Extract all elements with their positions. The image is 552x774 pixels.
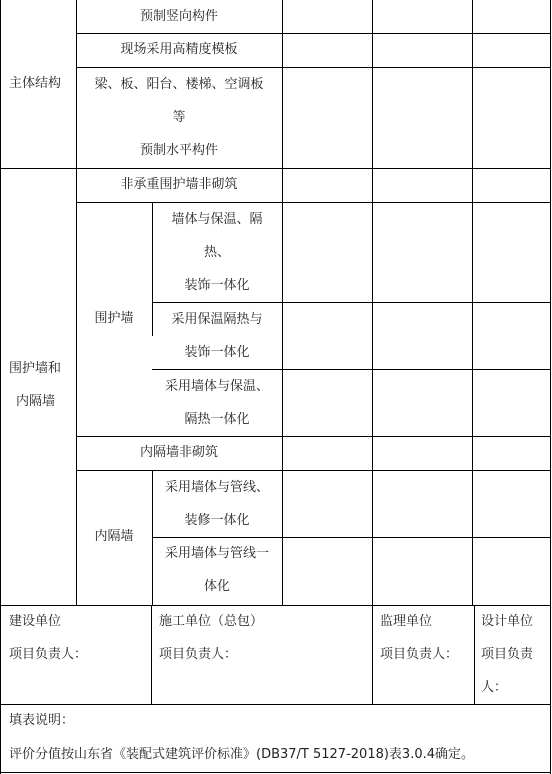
precast-horizontal-cell <box>76 67 282 168</box>
partition-item-2 <box>152 537 282 605</box>
precast-vertical-cell <box>76 0 282 33</box>
precast-horizontal-line3: 预制水平构件 <box>139 143 218 158</box>
enclosure-item-1 <box>152 202 282 302</box>
enclosure-item-1-line3: 装饰一体化 <box>184 278 250 293</box>
enclosure-item-1-line2: 热、 <box>203 245 230 260</box>
partition-item-1-line2: 装修一体化 <box>184 513 250 528</box>
high-precision-formwork-cell <box>76 33 282 67</box>
partition-wall-label-cell <box>76 470 152 605</box>
notes-title: 填表说明： <box>9 713 75 728</box>
enclosure-wall-label-cell <box>76 202 152 436</box>
enclosure-item-2-line2: 装饰一体化 <box>184 345 250 360</box>
supervision-cell <box>372 605 474 704</box>
supervision-title: 监理单位 <box>380 614 433 629</box>
enclosure-wall-label: 围护墙 <box>94 311 134 326</box>
enclosure-item-3-line2: 隔热一体化 <box>184 412 250 427</box>
enclosure-item-2-line1: 采用保温隔热与 <box>171 312 263 327</box>
contractor-cell <box>151 605 372 704</box>
contractor-person: 项目负责人： <box>159 647 238 662</box>
notes-text: 评价分值按山东省《装配式建筑评价标准》(DB37/T 5127-2018)表3.0.4确定。 <box>9 747 475 762</box>
partition-non-masonry-label: 内隔墙非砌筑 <box>139 445 218 460</box>
non-bearing-label: 非承重围护墙非砌筑 <box>120 177 238 192</box>
envelope-category-cell <box>0 168 76 605</box>
envelope-category-line2: 内隔墙 <box>16 394 56 409</box>
main-structure-category: 主体结构 <box>9 76 62 91</box>
grid-line <box>0 772 551 773</box>
main-structure-category-cell <box>0 0 76 168</box>
envelope-category-line1: 围护墙和 <box>9 361 62 376</box>
partition-item-1-line1: 采用墙体与管线、 <box>164 480 269 495</box>
enclosure-item-2 <box>152 302 282 369</box>
enclosure-item-1-line1: 墙体与保温、隔 <box>171 212 263 227</box>
enclosure-item-3-line1: 采用墙体与保温、 <box>164 379 269 394</box>
construction-unit-person: 项目负责人： <box>9 647 88 662</box>
non-bearing-cell <box>76 168 282 202</box>
precast-horizontal-line2: 等 <box>172 110 186 125</box>
construction-unit-cell <box>0 605 151 704</box>
design-cell <box>474 605 550 704</box>
partition-wall-label: 内隔墙 <box>94 529 134 544</box>
high-precision-formwork-label: 现场采用高精度模板 <box>120 42 238 57</box>
design-person-line1: 项目负责 <box>481 647 534 662</box>
partition-non-masonry-cell <box>76 436 282 470</box>
partition-item-2-line1: 采用墙体与管线一 <box>164 546 269 561</box>
partition-item-1 <box>152 470 282 537</box>
design-title: 设计单位 <box>481 614 534 629</box>
precast-vertical-label: 预制竖向构件 <box>139 9 218 24</box>
enclosure-item-3 <box>152 369 282 436</box>
construction-unit-title: 建设单位 <box>9 614 62 629</box>
design-person-line2: 人： <box>481 680 508 695</box>
contractor-title: 施工单位（总包） <box>159 614 264 629</box>
partition-item-2-line2: 体化 <box>203 579 230 594</box>
grid-line <box>550 0 551 774</box>
notes-cell <box>0 704 551 772</box>
precast-horizontal-line1: 梁、板、阳台、楼梯、空调板 <box>94 77 264 92</box>
supervision-person: 项目负责人： <box>380 647 459 662</box>
